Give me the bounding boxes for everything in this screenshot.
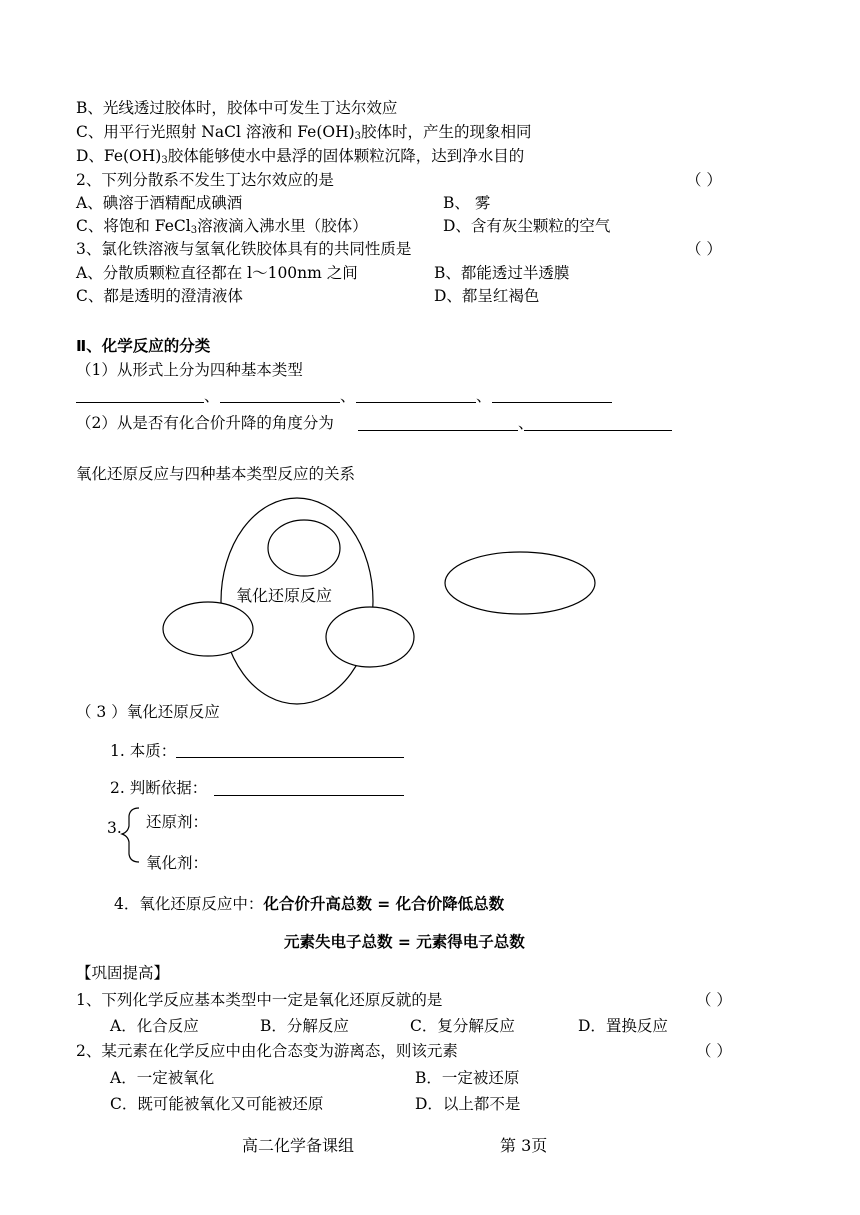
reducing-agent-label: 还原剂： bbox=[146, 813, 209, 831]
footer-group: 高二化学备课组 bbox=[242, 1136, 355, 1155]
q2-stem: 2、下列分散系不发生丁达尔效应的是 bbox=[76, 171, 334, 189]
practice-q2-paren: （ ） bbox=[696, 1042, 732, 1060]
electron-conservation: 元素失电子总数 = 元素得电子总数 bbox=[284, 933, 525, 951]
diagram-label-redox: 氧化还原反应 bbox=[236, 586, 333, 605]
classification-item-2: （2）从是否有化合价升降的角度分为 bbox=[76, 414, 334, 432]
q3-stem: 3、氯化铁溶液与氢氧化铁胶体具有的共同性质是 bbox=[76, 240, 412, 258]
oxidizing-agent-label: 氧化剂： bbox=[146, 854, 209, 872]
q2-option-d: D、含有灰尘颗粒的空气 bbox=[443, 217, 611, 235]
classification-item-1: （1）从形式上分为四种基本类型 bbox=[76, 361, 303, 379]
q3-option-a: A、分散质颗粒直径都在 l～100nm 之间 bbox=[76, 264, 358, 282]
practice-q2-option-b: B．一定被还原 bbox=[415, 1069, 520, 1087]
separator-4: 、 bbox=[518, 414, 534, 432]
q3-answer-paren: （ ） bbox=[686, 240, 722, 258]
practice-q1-option-a: A．化合反应 bbox=[110, 1017, 199, 1035]
essence-label: 1. 本质： bbox=[110, 742, 177, 760]
relation-heading: 氧化还原反应与四种基本类型反应的关系 bbox=[76, 465, 356, 483]
q2-answer-paren: （ ） bbox=[686, 171, 722, 189]
separator-1: 、 bbox=[204, 387, 220, 405]
practice-q2-option-d: D．以上都不是 bbox=[415, 1095, 521, 1113]
basis-blank bbox=[214, 795, 404, 796]
q3-option-c: C、都是透明的澄清液体 bbox=[76, 287, 243, 305]
q2-option-a: A、碘溶于酒精配成碘酒 bbox=[76, 194, 243, 212]
practice-q2-option-a: A．一定被氧化 bbox=[110, 1069, 215, 1087]
essence-blank bbox=[176, 757, 404, 758]
q2-option-c: C、将饱和 FeCl$_3$溶液滴入沸水里（胶体） bbox=[76, 217, 368, 236]
consolidation-title: 【巩固提高】 bbox=[76, 964, 170, 982]
section-title: Ⅱ、化学反应的分类 bbox=[76, 337, 211, 355]
q3-option-b: B、都能透过半透膜 bbox=[434, 264, 570, 282]
practice-q1-stem: 1、下列化学反应基本类型中一定是氧化还原反就的是 bbox=[76, 991, 443, 1009]
q3-option-d: D、都呈红褐色 bbox=[434, 287, 540, 305]
left-ellipse bbox=[163, 602, 253, 656]
practice-q1-paren: （ ） bbox=[696, 991, 732, 1009]
right-lower-ellipse bbox=[326, 607, 414, 667]
practice-q2-stem: 2、某元素在化学反应中由化合态变为游离态，则该元素 bbox=[76, 1042, 458, 1060]
conservation-law: 4．氧化还原反应中：化合价升高总数 = 化合价降低总数 bbox=[114, 895, 505, 913]
q1-option-d: D、$Fe(OH)_3$胶体能够使水中悬浮的固体颗粒沉降，达到净水目的 bbox=[76, 147, 525, 166]
practice-q1-option-c: C．复分解反应 bbox=[410, 1017, 515, 1035]
redox-title: （ 3 ）氧化还原反应 bbox=[76, 703, 220, 721]
separator-3: 、 bbox=[476, 387, 492, 405]
separator-2: 、 bbox=[340, 387, 356, 405]
q1-option-b: B、光线透过胶体时，胶体中可发生丁达尔效应 bbox=[76, 99, 398, 117]
inner-top-ellipse bbox=[268, 520, 340, 576]
footer-page-number: 第 3页 bbox=[500, 1136, 548, 1155]
curly-brace bbox=[122, 808, 139, 862]
item-3-number: 3. bbox=[107, 819, 122, 837]
practice-q2-option-c: C．既可能被氧化又可能被还原 bbox=[110, 1095, 324, 1113]
practice-q1-option-d: D．置换反应 bbox=[578, 1017, 668, 1035]
outside-ellipse bbox=[445, 552, 595, 614]
basis-label: 2. 判断依据： bbox=[110, 779, 208, 797]
q2-option-b: B、 雾 bbox=[443, 194, 491, 212]
practice-q1-option-b: B．分解反应 bbox=[260, 1017, 349, 1035]
q1-option-c: C、用平行光照射 NaCl 溶液和 $Fe(OH)_3$胶体时，产生的现象相同 bbox=[76, 123, 532, 142]
